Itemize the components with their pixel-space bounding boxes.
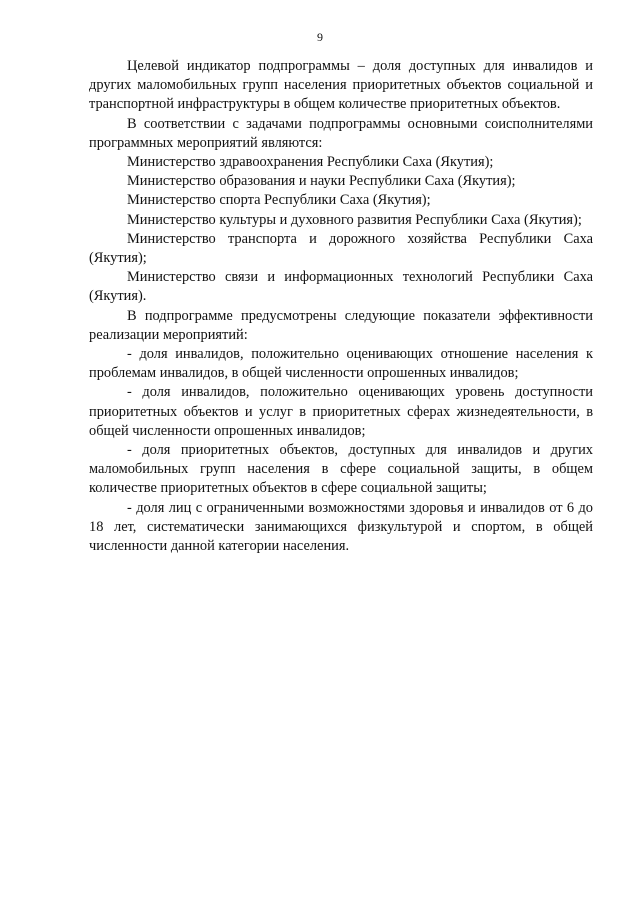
- paragraph-indicator-social-objects: - доля приоритетных объектов, доступных для инвалидов и других маломобильных групп населения в сфере социальной защиты, в общем количестве приоритетных объектов в сфере социальной защиты;: [89, 442, 593, 497]
- paragraph-indicator-sport: - доля лиц с ограниченными возможностями здоровья и инвалидов от 6 до 18 лет, систематически занимающихся физкультурой и спортом, в общей численности данной категории населения.: [89, 499, 593, 555]
- document-body: [89, 57, 593, 556]
- paragraph-ministry-health: Министерство здравоохранения Республики Саха (Якутия);: [127, 154, 494, 171]
- paragraph-ministry-transport: Министерство транспорта и дорожного хозяйства Республики Саха (Якутия);: [89, 230, 593, 267]
- page-number: 9: [317, 30, 323, 44]
- paragraph-ministry-culture: Министерство культуры и духовного развития Республики Саха (Якутия);: [127, 211, 582, 228]
- paragraph-ministry-sport: Министерство спорта Республики Саха (Якутия);: [127, 192, 431, 209]
- paragraph-co-executors-intro: В соответствии с задачами подпрограммы основными соисполнителями программных мероприятий являются:: [89, 115, 593, 151]
- paragraph-target-indicator: Целевой индикатор подпрограммы – доля доступных для инвалидов и других маломобильных групп населения приоритетных объектов социальной и транспортной инфраструктуры в общем количестве приоритетных объектов.: [89, 58, 593, 113]
- paragraph-ministry-communications: Министерство связи и информационных технологий Республики Саха (Якутия).: [89, 269, 593, 305]
- paragraph-indicators-intro: В подпрограмме предусмотрены следующие показатели эффективности реализации мероприятий:: [89, 307, 593, 343]
- paragraph-ministry-education: Министерство образования и науки Республики Саха (Якутия);: [127, 173, 516, 190]
- paragraph-indicator-accessibility: - доля инвалидов, положительно оценивающих уровень доступности приоритетных объектов и услуг в приоритетных сферах жизнедеятельности, в общей численности опрошенных инвалидов;: [89, 384, 593, 439]
- paragraph-indicator-attitude: - доля инвалидов, положительно оценивающих отношение населения к проблемам инвалидов, в общей численности опрошенных инвалидов;: [89, 346, 593, 382]
